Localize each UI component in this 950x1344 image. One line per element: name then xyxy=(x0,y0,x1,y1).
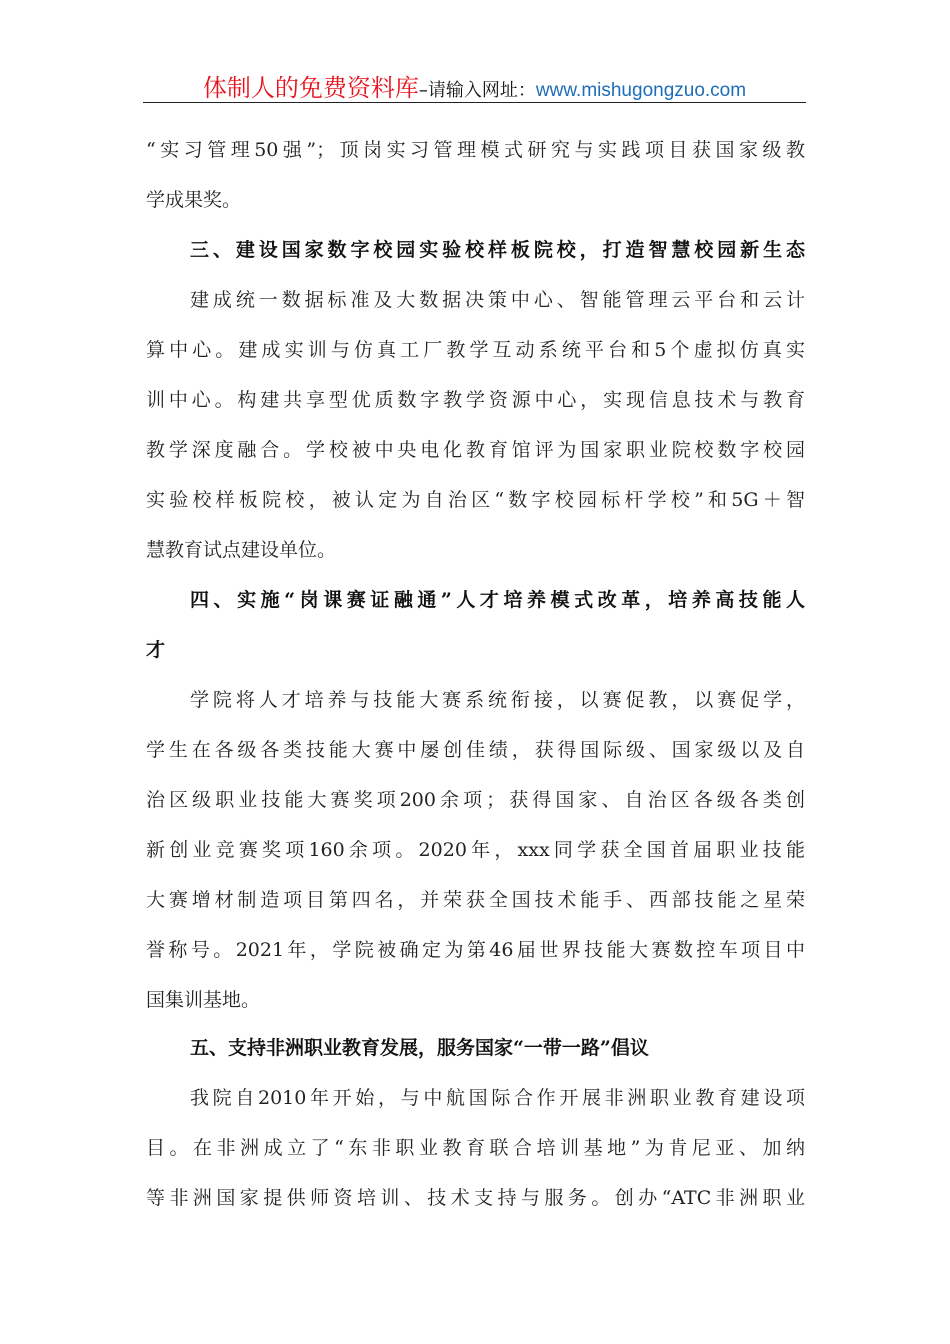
body-line: 慧教育试点建设单位。 xyxy=(146,539,337,561)
body-line: 誉称号。2021年，学院被确定为第46届世界技能大赛数控车项目中 xyxy=(146,939,805,961)
body-line: 教学深度融合。学校被中央电化教育馆评为国家职业院校数字校园 xyxy=(146,439,805,461)
body-line: 学成果奖。 xyxy=(146,189,242,211)
body-line: 目。在非洲成立了“东非职业教育联合培训基地”为肯尼亚、加纳 xyxy=(146,1137,805,1159)
body-line: 学生在各级各类技能大赛中屡创佳绩，获得国际级、国家级以及自 xyxy=(146,739,805,761)
url-prompt: –请输入网址： xyxy=(418,80,536,101)
body-line: 新创业竞赛奖项160余项。2020年，xxx同学获全国首届职业技能 xyxy=(146,839,805,861)
body-line: 治区级职业技能大赛奖项200余项；获得国家、自治区各级各类创 xyxy=(146,789,805,811)
body-line: 国集训基地。 xyxy=(146,989,261,1011)
body-line: 实验校样板院校，被认定为自治区“数字校园标杆学校”和5G＋智 xyxy=(146,489,805,511)
section-heading-5: 五、支持非洲职业教育发展，服务国家“一带一路”倡议 xyxy=(190,1037,649,1059)
brand-title: 体制人的免费资料库 xyxy=(202,74,419,102)
section-heading-3: 三、建设国家数字校园实验校样板院校，打造智慧校园新生态 xyxy=(190,239,805,261)
website-link[interactable]: www.mishugongzuo.com xyxy=(535,80,747,101)
page-header xyxy=(143,68,806,103)
body-line: 训中心。构建共享型优质数字教学资源中心，实现信息技术与教育 xyxy=(146,389,805,411)
body-line: 大赛增材制造项目第四名，并荣获全国技术能手、西部技能之星荣 xyxy=(146,889,805,911)
body-line: 等非洲国家提供师资培训、技术支持与服务。创办“ATC非洲职业 xyxy=(146,1187,805,1209)
section-heading-4-cont: 才 xyxy=(146,639,166,661)
body-line: 我院自2010年开始，与中航国际合作开展非洲职业教育建设项 xyxy=(190,1087,805,1109)
body-line: 学院将人才培养与技能大赛系统衔接，以赛促教，以赛促学， xyxy=(190,689,805,711)
body-line: 算中心。建成实训与仿真工厂教学互动系统平台和5个虚拟仿真实 xyxy=(146,339,805,361)
section-heading-4: 四、实施“岗课赛证融通”人才培养模式改革，培养高技能人 xyxy=(190,589,805,611)
body-line: “实习管理50强”；顶岗实习管理模式研究与实践项目获国家级教 xyxy=(146,139,805,161)
body-line: 建成统一数据标准及大数据决策中心、智能管理云平台和云计 xyxy=(190,289,805,311)
